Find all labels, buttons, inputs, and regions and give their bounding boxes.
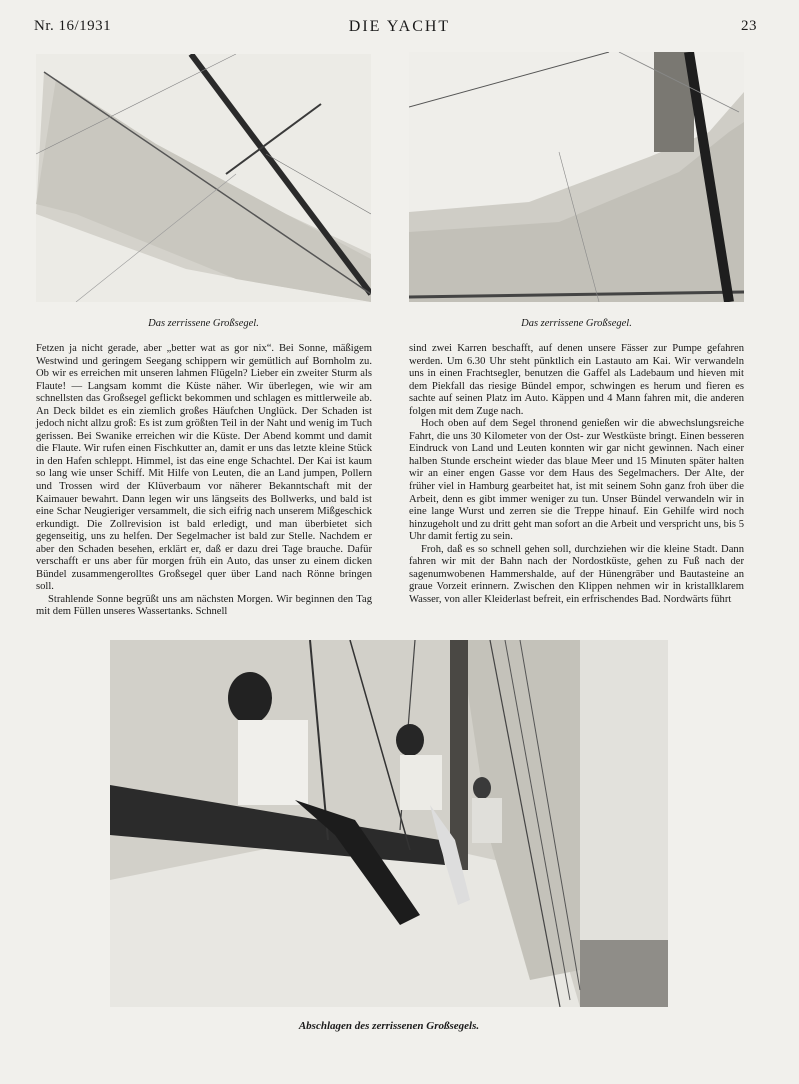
paragraph: Fetzen ja nicht gerade, aber „better wat as gor nix“. Bei Sonne, mäßigem Westwind und geringem Seegang schippern wir gemütlich auf Bornholm zu. Ob wir es erreichen mit unseren lahmen Flügeln? Lieber ein zweiter Sturm als Flaute! — Langsam kommt die Küste näher. Wir überlegen, wie wir am schnellsten das Großsegel geflickt bekommen und schlagen es mittlerweile ab. An Deck bildet es ein ziemlich großes Häufchen Unglück. Der Schaden ist jedoch nicht allzu groß: Es ist zum größten Teil in der Naht und wenig im Tuch gerissen. Bei Swanike erreichen wir die Küste. Der Abend kommt und damit die Flaute. Wir rufen einen Fischkutter an, damit er uns das letzte kleine Stück in den Hafen schleppt. Himmel, ist das eine enge Schachtel. Der Kai ist kaum so lang wie unser Schiff. Mit Hilfe von Leuten, die an Land jumpen, Pollern und Trossen wird der Klüverbaum vor näherer Bekanntschaft mit der Kaimauer bewahrt. Dann legen wir uns längseits des Bollwerks, und bald ist eine Schar Neugieriger versammelt, die sich eifrig nach unserem Mißgeschick erkundigt. Die Zollrevision ist bald erledigt, und man überbietet sich gegenseitig, uns zu helfen. Der Segelmacher ist bald zur Stelle. Nachdem er aber den Schaden besehen, erklärt er, daß er dazu drei Tage brauche. Dafür verschafft er uns aber für morgen früh ein Auto, das unser zu einem dicken Bündel zusammengerolltes Großsegel quer über Land nach Rönne bringen soll. bbox=[36, 343, 372, 593]
page-number: 23 bbox=[741, 18, 757, 34]
photo-torn-sail-right bbox=[409, 52, 744, 302]
caption-top-left: Das zerrissene Großsegel. bbox=[148, 318, 259, 329]
text-column-left bbox=[36, 343, 372, 619]
issue-number: Nr. 16/1931 bbox=[34, 18, 112, 34]
caption-bottom: Abschlagen des zerrissenen Großsegels. bbox=[298, 1020, 480, 1032]
photo-unbending-sail bbox=[110, 640, 668, 1007]
paragraph: Hoch oben auf dem Segel thronend genießen wir die abwechslungsreiche Fahrt, die uns 30 Kilometer von der Ost- zur Westküste bringt. Einen besseren Eindruck von Land und Leuten konnten wir gar nicht gewinnen. Nach einer halben Stunde erscheint wieder das blaue Meer und 15 Minuten später halten wir an einer engen Gasse vor dem Haus des Segelmachers. Der Alte, der früher viel in Hamburg gearbeitet hat, ist mit seinem Sohn ganz froh über die Arbeit, denn es gibt immer weniger zu tun. Unser Bündel verwandeln wir in eine lange Wurst und zerren sie die Treppe hinauf. Ein Gehilfe wird noch hinzugeholt und zu dritt geht man sofort an die Arbeit und verspricht uns, bis 5 Uhr damit fertig zu sein. bbox=[409, 418, 744, 543]
magazine-title: DIE YACHT bbox=[348, 18, 451, 35]
paragraph: sind zwei Karren beschafft, auf denen unsere Fässer zur Pumpe gefahren werden. Um 6.30 Uhr steht pünktlich ein Lastauto am Kai. Wir verwandeln uns in einen Frachtsegler, benutzen die Gaffel als Ladebaum und hieven mit dem Piekfall das riesige Bündel empor, schwingen es herum und fieren es sachte auf seinen Platz im Auto. Käppen und 4 Mann fahren mit, die anderen folgen mit dem Zuge nach. bbox=[409, 343, 744, 417]
photo-torn-sail-left bbox=[36, 54, 371, 302]
paragraph: Strahlende Sonne begrüßt uns am nächsten Morgen. Wir beginnen den Tag mit dem Füllen unseres Wassertanks. Schnell bbox=[36, 593, 372, 618]
text-column-right bbox=[409, 343, 744, 606]
caption-top-right: Das zerrissene Großsegel. bbox=[521, 318, 632, 329]
paragraph: Froh, daß es so schnell gehen soll, durchziehen wir die kleine Stadt. Dann fahren wir mit der Bahn nach der Nordostküste, gehen zu Fuß nach der sagenumwobenen Hammershalde, auf der Hünengräber und Bautasteine an graue Vorzeit erinnern. Zwischen den Klippen nehmen wir in kristallklarem Wasser, von aller Kleiderlast befreit, ein erfrischendes Bad. Nordwärts führt bbox=[409, 543, 744, 605]
